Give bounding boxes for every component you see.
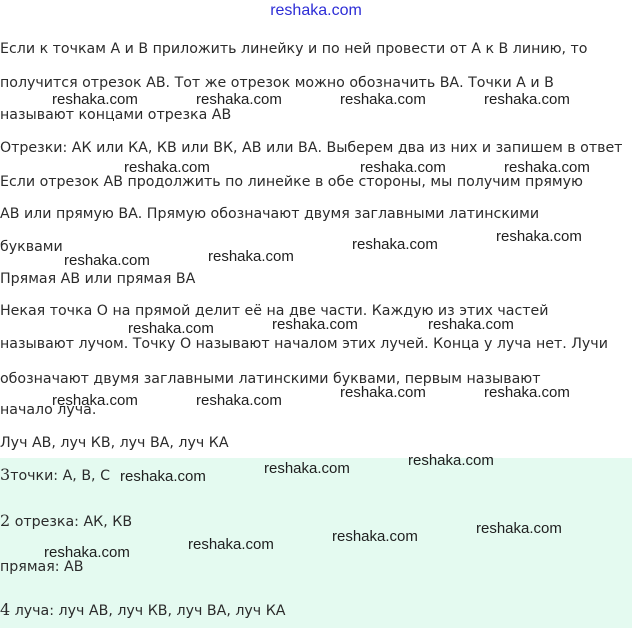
watermark: reshaka.com	[52, 392, 138, 409]
answer-count: 2	[0, 511, 11, 530]
answer-text: отрезка: АК, КВ	[10, 514, 133, 530]
watermark: reshaka.com	[208, 248, 294, 265]
theory-line: Отрезки: АК или КА, КВ или ВК, АВ или ВА. Выберем два из них и запишем в ответ	[0, 140, 623, 156]
watermark: reshaka.com	[264, 460, 350, 477]
answer-count: 3	[0, 465, 11, 484]
watermark: reshaka.com	[340, 384, 426, 401]
theory-line: Если отрезок АВ продолжить по линейке в обе стороны, мы получим прямую	[0, 174, 583, 190]
watermark: reshaka.com	[428, 316, 514, 333]
answer-line	[0, 601, 285, 620]
watermark: reshaka.com	[504, 159, 590, 176]
watermark: reshaka.com	[484, 384, 570, 401]
watermark: reshaka.com	[52, 91, 138, 108]
watermark: reshaka.com	[124, 159, 210, 176]
theory-line: буквами	[0, 239, 63, 255]
watermark: reshaka.com	[352, 236, 438, 253]
theory-line: получится отрезок АВ. Тот же отрезок можно обозначить ВА. Точки А и В	[0, 75, 554, 91]
watermark: reshaka.com	[484, 91, 570, 108]
theory-line: АВ или прямую ВА. Прямую обозначают двумя заглавными латинскими	[0, 206, 540, 222]
theory-line: Прямая АВ или прямая ВА	[0, 271, 196, 287]
watermark: reshaka.com	[128, 320, 214, 337]
watermark: reshaka.com	[64, 252, 150, 269]
watermark: reshaka.com	[476, 520, 562, 537]
watermark: reshaka.com	[360, 159, 446, 176]
theory-line: Некая точка О на прямой делит её на две части. Каждую из этих частей	[0, 303, 549, 319]
watermark: reshaka.com	[188, 536, 274, 553]
site-header-link[interactable]: reshaka.com	[270, 2, 362, 19]
watermark: reshaka.com	[332, 528, 418, 545]
answer-text: прямая: АВ	[0, 559, 84, 575]
watermark: reshaka.com	[196, 392, 282, 409]
theory-line: начало луча.	[0, 402, 97, 418]
watermark: reshaka.com	[496, 228, 582, 245]
theory-line: Если к точкам А и В приложить линейку и по ней провести от А к В линию, то	[0, 41, 588, 57]
watermark: reshaka.com	[120, 468, 206, 485]
answer-text: луча: луч АВ, луч КВ, луч ВА, луч КА	[10, 603, 286, 619]
watermark: reshaka.com	[44, 544, 130, 561]
answer-line	[0, 512, 132, 531]
answer-text: точки: A, B, C	[10, 468, 110, 484]
watermark: reshaka.com	[272, 316, 358, 333]
theory-line: Луч АВ, луч КВ, луч ВА, луч КА	[0, 435, 229, 451]
answer-count: 4	[0, 600, 11, 619]
theory-line: называют концами отрезка АВ	[0, 107, 232, 123]
answer-line	[0, 466, 110, 485]
watermark: reshaka.com	[196, 91, 282, 108]
theory-line: называют лучом. Точку О называют началом этих лучей. Конца у луча нет. Лучи	[0, 336, 608, 352]
watermark: reshaka.com	[340, 91, 426, 108]
watermark: reshaka.com	[408, 452, 494, 469]
theory-line: обозначают двумя заглавными латинскими буквами, первым называют	[0, 371, 541, 387]
